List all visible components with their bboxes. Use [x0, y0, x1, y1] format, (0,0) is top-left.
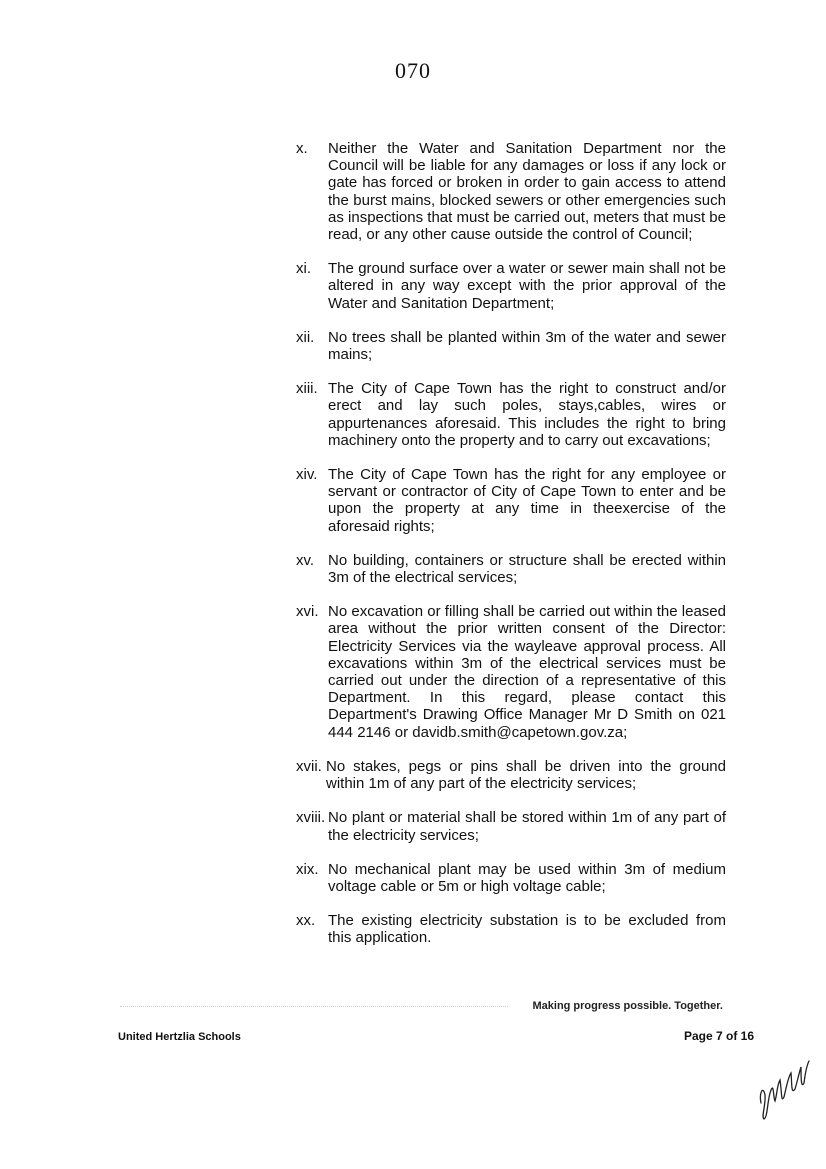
clause-number: xiv. [296, 466, 318, 484]
footer-divider [120, 1006, 508, 1007]
clause-xi [296, 260, 726, 312]
clause-xii [296, 329, 726, 363]
clause-list [296, 140, 726, 964]
page-number: 070 [395, 58, 431, 83]
clause-text: No mechanical plant may be used within 3m of medium voltage cable or 5m or high voltage cable; [328, 860, 726, 895]
clause-number: xx. [296, 912, 316, 930]
clause-xiii [296, 380, 726, 449]
clause-number: xv. [296, 551, 315, 569]
clause-number: xviii. [296, 809, 326, 827]
clause-text: No excavation or filling shall be carried out within the leased area without the prior written consent of the Director: Electricity Services via the wayleave approval process. All excavations within 3m of the electrical services must be carried out under the direction of a representative of this Department. In this regard, please contact this Department's Drawing Office Manager Mr D Smith on 021 444 2146 or davidb.smith@capetown.gov.za; [328, 603, 726, 741]
clause-text: The City of Cape Town has the right for any employee or servant or contractor of City of Cape Town to enter and be upon the property at any time in theexercise of the aforesaid rights; [328, 466, 726, 535]
clause-text: The existing electricity substation is to be excluded from this application. [328, 912, 726, 947]
clause-xx [296, 912, 726, 946]
footer-page-indicator: Page 7 of 16 [683, 1029, 754, 1043]
clause-text: The ground surface over a water or sewer main shall not be altered in any way except with the prior approval of the Water and Sanitation Department; [328, 260, 726, 312]
clause-xiv [296, 466, 726, 535]
clause-text: No plant or material shall be stored within 1m of any part of the electricity services; [328, 809, 726, 844]
clause-xvii [296, 758, 726, 792]
clause-text: No trees shall be planted within 3m of the water and sewer mains; [328, 328, 726, 364]
clause-number: x. [296, 140, 308, 157]
clause-text: No stakes, pegs or pins shall be driven into the ground within 1m of any part of the electricity services; [326, 757, 726, 793]
clause-number: xiii. [296, 380, 318, 398]
clause-text: Neither the Water and Sanitation Department nor the Council will be liable for any damages or loss if any lock or gate has forced or broken in order to gain access to attend the burst mains, blocked sewers or other emergencies such as inspections that must be carried out, meters that must be read, or any other cause outside the control of Council; [328, 140, 726, 244]
clause-number: xix. [296, 860, 319, 878]
clause-x [296, 140, 726, 243]
clause-text: The City of Cape Town has the right to construct and/or erect and lay such poles, stays,cables, wires or appurtenances aforesaid. This includes the right to bring machinery onto the property and to carry out excavations; [328, 380, 726, 449]
clause-number: xvi. [296, 603, 319, 621]
clause-number: xii. [296, 328, 315, 346]
clause-number: xvii. [296, 757, 322, 775]
clause-xix [296, 861, 726, 895]
clause-xviii [296, 809, 726, 843]
footer-school-name: United Hertzlia Schools [118, 1031, 241, 1043]
clause-xvi [296, 603, 726, 741]
clause-number: xi. [296, 260, 311, 278]
handwritten-initials-signature [755, 1055, 815, 1125]
footer-tagline: Making progress possible. Together. [532, 1000, 723, 1012]
clause-xv [296, 552, 726, 586]
clause-text: No building, containers or structure shall be erected within 3m of the electrical services; [328, 551, 726, 587]
